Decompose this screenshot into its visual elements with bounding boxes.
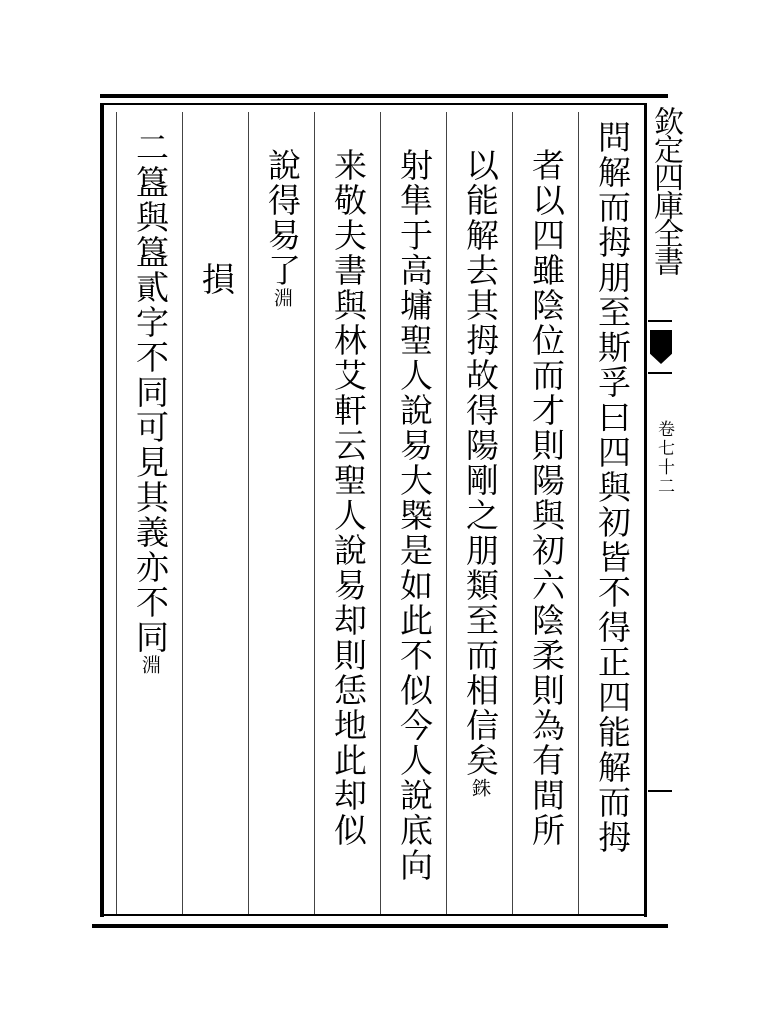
- right-border: [644, 103, 647, 917]
- column-rule: [512, 112, 513, 914]
- text-column-6: [262, 148, 302, 308]
- margin-tick: [648, 372, 672, 374]
- annotation-note: 淵: [271, 288, 293, 308]
- column-text: 說得易了: [263, 148, 302, 288]
- text-column-5: [328, 148, 368, 848]
- column-rule: [578, 112, 579, 914]
- bottom-border-inner: [100, 914, 646, 916]
- column-text: 射隼于高墉聖人說易大槩是如此不似今人說底向: [395, 148, 434, 883]
- column-text: 二簋與簋貳字不同可見其義亦不同: [131, 130, 170, 655]
- column-rule: [380, 112, 381, 914]
- top-border-outer: [100, 94, 668, 98]
- column-rule: [314, 112, 315, 914]
- text-column-9: [130, 130, 170, 675]
- annotation-note: 淵: [139, 655, 161, 675]
- column-text: 以能解去其拇故得陽剛之朋類至而相信矣: [461, 148, 500, 778]
- column-rule: [446, 112, 447, 914]
- text-column-2: [526, 148, 566, 848]
- bottom-border-outer: [92, 924, 668, 928]
- margin-tick: [648, 320, 672, 322]
- text-column-8: [196, 262, 236, 297]
- column-rule: [248, 112, 249, 914]
- text-column-3: [460, 148, 500, 798]
- column-text: 来敬夫書與林艾軒云聖人說易却則恁地此却似: [329, 148, 368, 848]
- left-border: [100, 103, 104, 917]
- column-text: 損: [197, 262, 236, 297]
- text-column-4: [394, 148, 434, 883]
- annotation-note: 銖: [469, 778, 491, 798]
- column-text: 者以四雖陰位而才則陽與初六陰柔則為有間所: [527, 148, 566, 848]
- top-border-inner: [100, 103, 644, 105]
- column-rule: [182, 112, 183, 914]
- column-text: 問解而拇朋至斯孚曰四與初皆不得正四能解而拇: [593, 120, 632, 855]
- text-column-1: [592, 120, 632, 855]
- book-title: 欽定四庫全書: [648, 106, 683, 274]
- margin-tick: [648, 790, 672, 792]
- column-rule: [116, 112, 117, 914]
- juan-label: 卷七十二: [654, 420, 674, 496]
